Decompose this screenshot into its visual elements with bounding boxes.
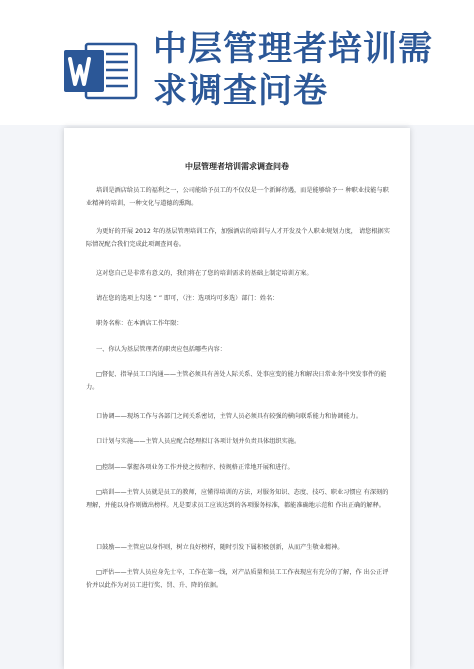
document-title: 中层管理者培训需求调查问卷 <box>185 162 289 171</box>
document-page <box>64 128 410 669</box>
option-control: □控制——掌握各项业务工作并使之按程序、按规格正常地开展和进行。 <box>96 464 294 471</box>
option-training: □培训——主管人员就是员工的教师，应懂得培训的方法，对服务知识、态度、技巧、职业习惯应 有深刻的理解，并能以身作则做出榜样。凡是要求员工应该达到的各项服务标准，都能准确地示范和 作出正确的解释。 <box>86 489 389 509</box>
paragraph-intro: 培训是酒店给员工的福利之一，公司能给予员工的不仅仅是一个新鲜待遇，而是能够给予一 种职业技能与职业精神的培训，一种文化与道德的熏陶。 <box>86 187 389 207</box>
option-communication: □督促、指导员工口沟通——主管必须具有善处人际关系、处事应变的能力和解决日常业务中突发事件的能力。 <box>86 371 387 391</box>
option-coordination: 口协调——现场工作与各部门之间关系密切，主管人员必须具有较强的横向联系能力和协调能力。 <box>96 413 363 420</box>
banner-title <box>153 28 463 112</box>
paragraph-significance: 这对您自己是非常有意义的，我们将在了您的培训需求的基础上制定培训方案。 <box>96 270 313 277</box>
banner-title-line-2: 求调查问卷 <box>153 71 328 111</box>
option-evaluation: □评估——主管人员应身先士卒，工作在第一线，对产品质量和员工工作表现应有充分的了解，作 出公正评价并以此作为对员工进行奖、罚、升、降的依据。 <box>86 569 389 589</box>
paragraph-position: 职务名称：在本酒店工作年限： <box>96 320 183 327</box>
banner-header <box>0 0 474 125</box>
banner-title-line-1: 中层管理者培训需 <box>153 29 433 69</box>
option-encouragement: 口鼓励——主管应以身作则，树立良好榜样，随时引发下属积极创新，从而产生敬业精神。 <box>96 544 344 551</box>
option-planning: 口计划与实施——主管人员应配合经理拟订各项计划并负责具体组织实施。 <box>96 438 301 445</box>
question-1: 一、你认为基层管理者的职责应包括哪些内容： <box>96 346 226 353</box>
paragraph-purpose: 为更好的开展 2012 年的基层管理培训工作，加强酒店的培训与人才开发及个人职业规划力度， 请您根据实际情况配合我们完成此项调查问卷。 <box>86 228 390 248</box>
paragraph-instructions: 请在您的选项上勾选 “ ” 即可，（注：选项均可多选）部门：姓名： <box>96 295 279 302</box>
word-icon <box>64 40 138 102</box>
